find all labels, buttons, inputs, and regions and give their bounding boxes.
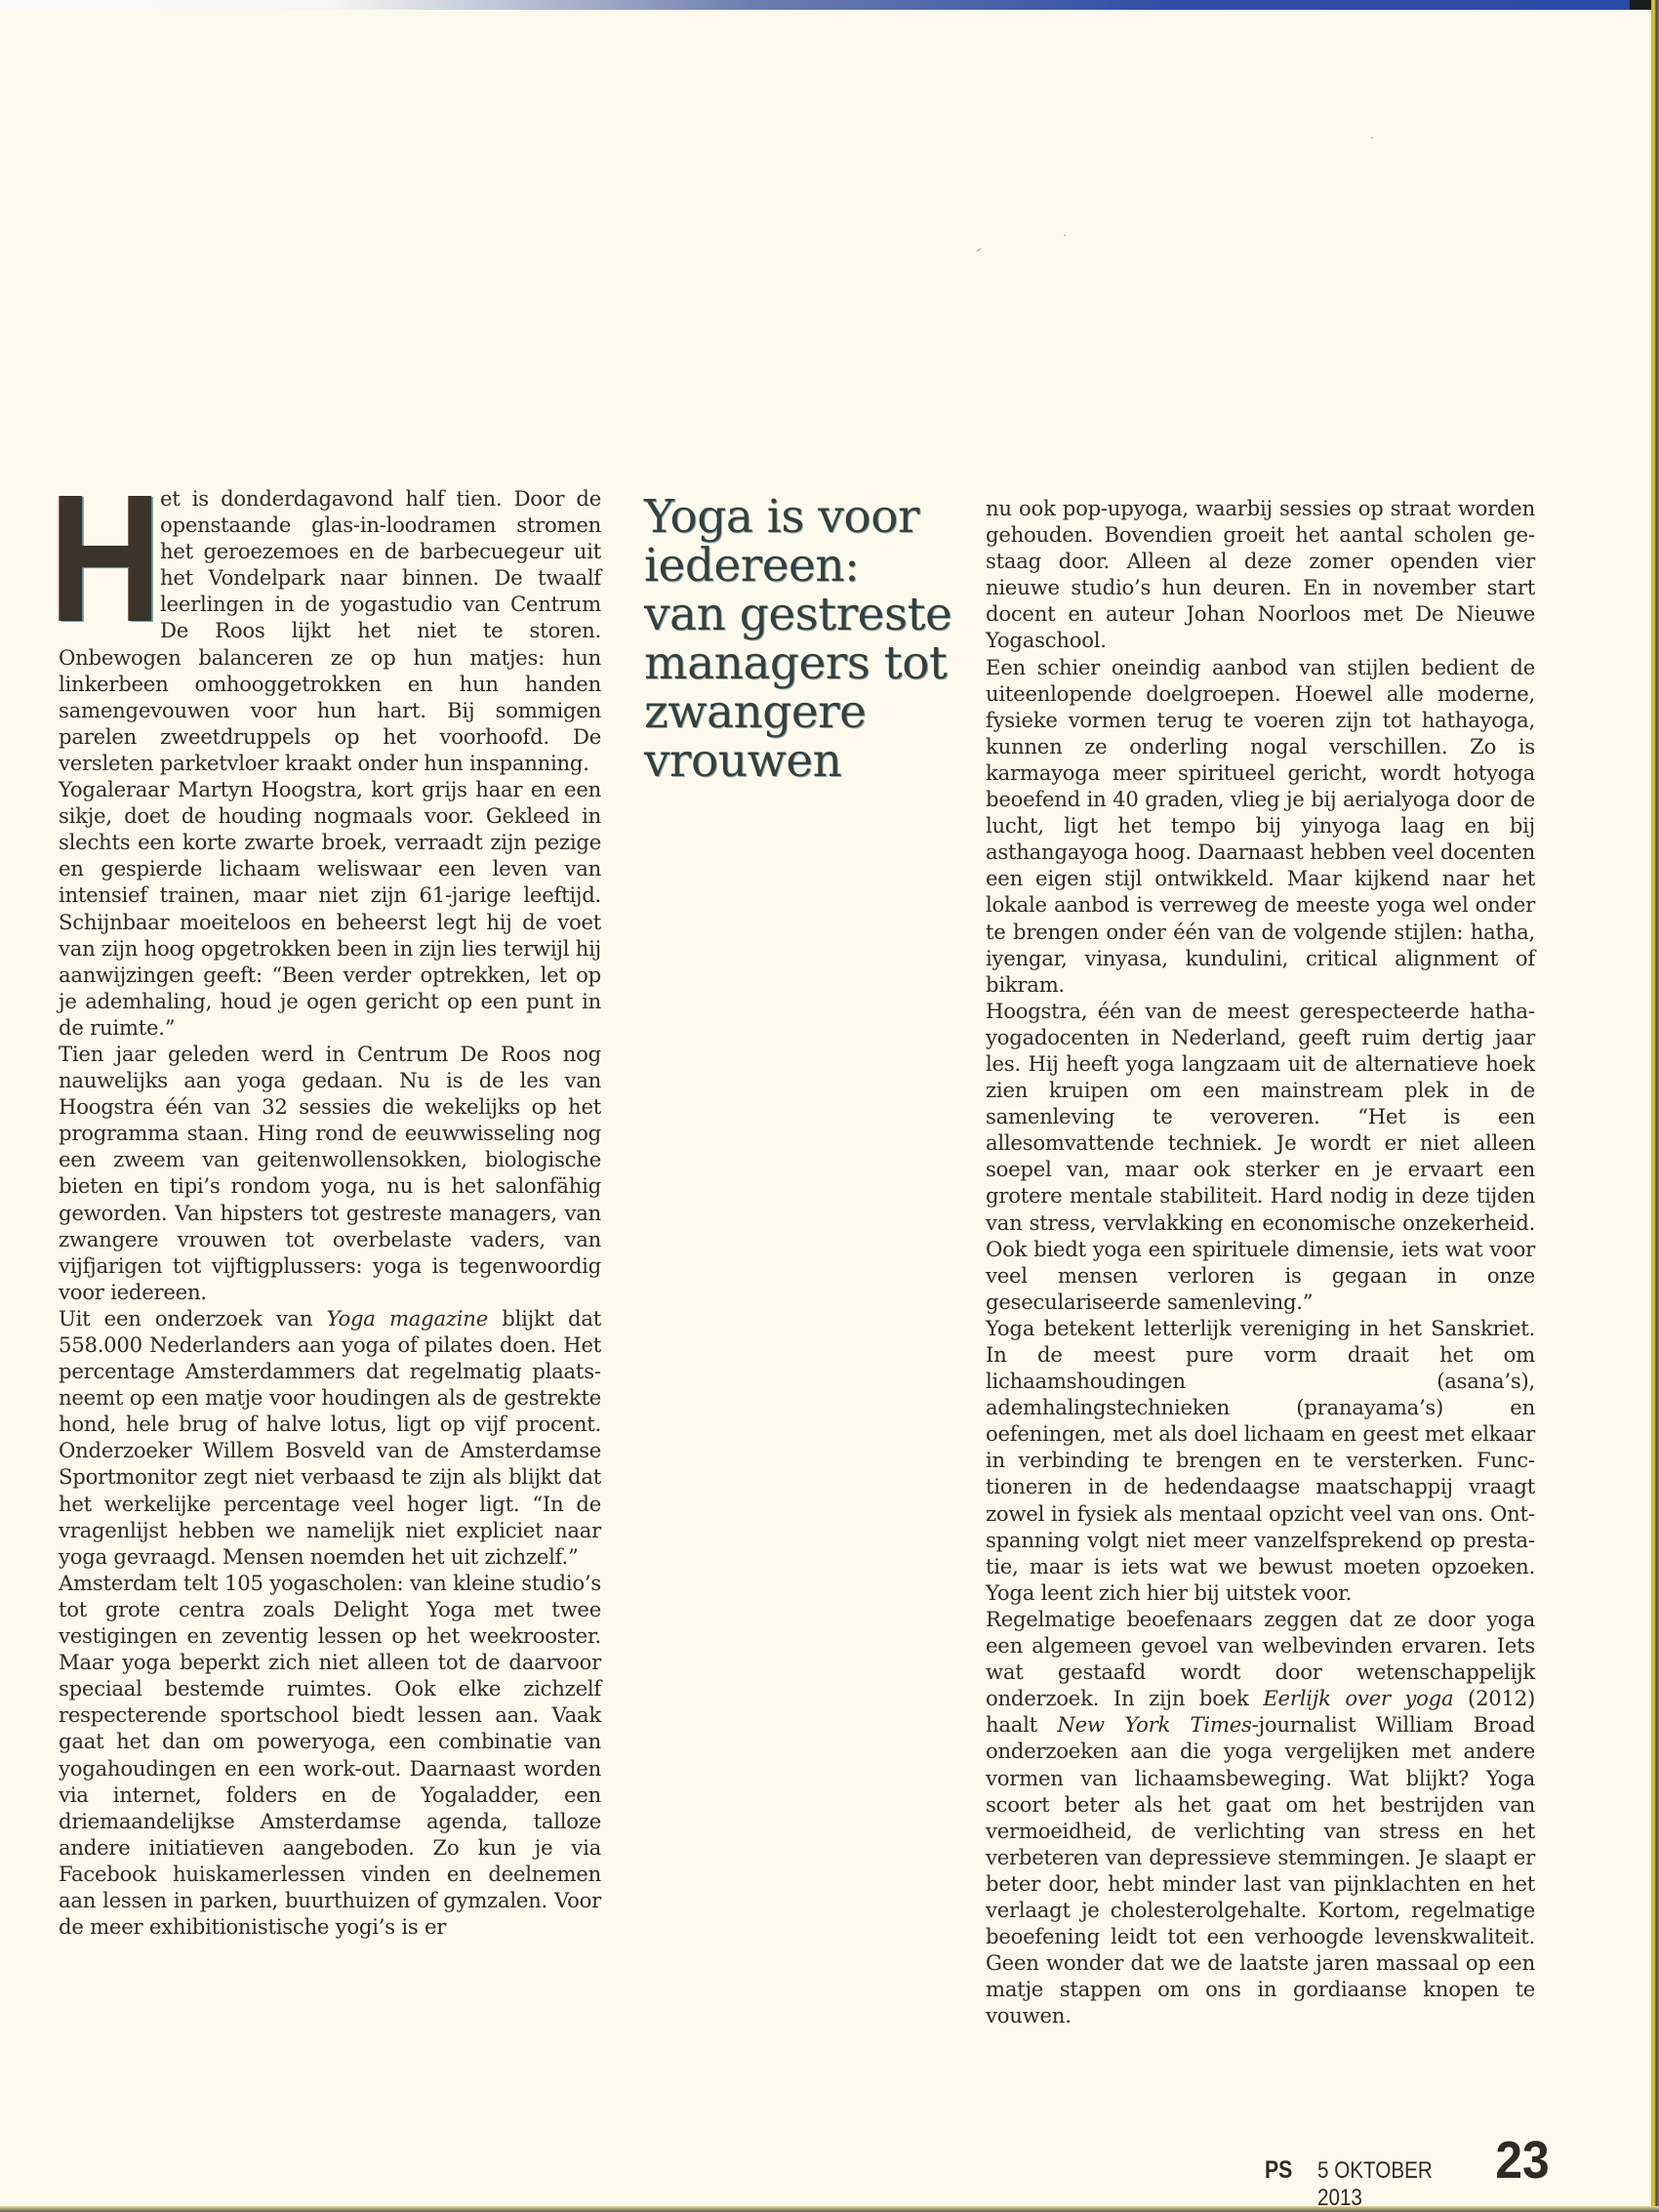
- pull-quote-line: vrouwen: [644, 734, 842, 788]
- pull-quote-line: zwangere: [644, 685, 867, 739]
- paper-speck: [1064, 234, 1066, 236]
- paragraph-styles: Een schier oneindig aanbod van stijlen bedient de uiteenlopende doelgroepen. Hoewel alle moderne, fysieke vormen terug te voeren zijn tot hathayoga, kunnen ze onderling nogal verschillen. Zo is karmayoga meer spiritueel gericht, wordt hotyoga beoefend in 40 graden, vlieg je bij aerialyoga door de lucht, ligt het tempo bij yinyoga laag en bij asthangayoga hoog. Daarnaast hebben veel docenten een eigen stijl ontwikkeld. Maar kijkend naar het lokale aanbod is verreweg de meeste yoga wel onder te brengen onder één van de volgende stijlen: hatha, iyengar, vinyasa, kundulini, critical alignment of bikram.: [986, 654, 1535, 997]
- page-footer: [1265, 2130, 1552, 2211]
- paragraph-intro: et is donderdagavond half tien. Door de openstaande glas-in-loodramen stromen het geroezemoes en de barbecuegeur uit het Vondelpark naar binnen. De twaalf leerlingen in de yogastudio van Centrum De Roos lijkt het niet te storen. Onbewogen balanceren ze op hun matjes: hun linkerbeen omhooggetrokken en hun handen samengevouwen voor hun hart. Bij sommigen parelen zweetdruppels op het voorhoofd. De versleten parketvloer kraakt onder hun inspanning.: [59, 486, 601, 775]
- magazine-title: Yoga magazine: [326, 1305, 488, 1331]
- paragraph-pop-up-yoga: nu ook pop-upyoga, waarbij sessies op straat worden gehouden. Bovendien groeit het aantal scholen gestaag door. Alleen al deze zomer openden vier nieuwe studio’s hun deuren. En in november start docent en auteur Johan Noorloos met De Nieuwe Yogaschool.: [986, 496, 1535, 653]
- newspaper-title: New York Times: [1057, 1712, 1252, 1738]
- paragraph-benefits: Regelmatige beoefenaars zeggen dat ze door yoga een algemeen gevoel van welbevinden ervaren. Iets wat gestaafd wordt door wetenschappelijk onderzoek. In zijn boek Eerlijk over yoga (2012) haalt New York Times-journalist William Broad onderzoeken aan die yoga vergelijken met andere vormen van lichaamsbeweging. Wat blijkt? Yoga scoort beter als het gaat om het bestrijden van vermoeidheid, de verlichting van stress en het verbeteren van depressieve stemmingen. Je slaapt er beter door, hebt minder last van pijnklachten en het verlaagt je cholesterolgehalte. Kortom, regelmatige beoefening leidt tot een verhoogde levenskwaliteit. Geen wonder dat we de laatste jaren massaal op een matje stappen om ons in gordiaanse knopen te vouwen.: [986, 1606, 1536, 2028]
- publication-date: 5 OKTOBER 2013: [1317, 2157, 1433, 2211]
- article-column-right: [986, 495, 1535, 2028]
- paper-speck: [1371, 137, 1373, 139]
- pull-quote-line: Yoga is voor: [644, 490, 919, 544]
- pull-quote-line: iedereen:: [644, 539, 860, 593]
- paragraph-research: Uit een onderzoek van Yoga magazine blijkt dat 558.000 Nederlanders aan yoga of pilates doen. Het percentage Amsterdammers dat regelmatig plaatsneemt op een matje voor houdingen als de gestrekte hond, hele brug of halve lotus, ligt op vijf procent. Onderzoeker Willem Bosveld van de Amsterdamse Sportmonitor zegt niet verbaasd te zijn als blijkt dat het werkelijke percentage veel hoger ligt. “In de vragenlijst hebben we namelijk niet expliciet naar yoga gevraagd. Mensen noemden het uit zichzelf.”: [59, 1305, 602, 1569]
- article-column-left: [49, 458, 602, 1940]
- paragraph-yoga-schools: Amsterdam telt 105 yogascholen: van kleine studio’s tot grote centra zoals Delight Yoga met twee vestigingen en zeventig lessen op het weekrooster. Maar yoga beperkt zich niet alleen tot de daarvoor speciaal bestemde ruimtes. Ook elke zichzelf respecterende sportschool biedt lessen aan. Vaak gaat het dan om poweryoga, een combinatie van yogahoudingen en een work-out. Daarnaast worden via internet, folders en de Yogaladder, een driemaandelijkse Amsterdamse agenda, talloze andere initiatieven aangeboden. Zo kun je via Facebook huiskamerlessen vinden en deelnemen aan lessen in parken, buurthuizen of gymzalen. Voor de meer exhibitionistische yogi’s is er: [59, 1570, 601, 1940]
- top-edge-band: [0, 0, 1659, 10]
- pull-quote-line: van gestreste: [644, 588, 952, 641]
- paragraph-ten-years-ago: Tien jaar geleden werd in Centrum De Roos nog nauwelijks aan yoga gedaan. Nu is de les van Hoogstra één van 32 sessies die wekelijks op het programma staan. Hing rond de eeuwwisseling nog een zweem van geitenwollensokken, biologische bieten en tipi’s rondom yoga, nu is het salonfähig geworden. Van hipsters tot gestreste managers, van zwangere vrouwen tot overbelaste vaders, van vijfjarigen tot vijftigplussers: yoga is tegenwoordig voor iedereen.: [59, 1041, 601, 1304]
- page-spine-edge: [1651, 0, 1659, 2212]
- paragraph-hoogstra-intro: Yogaleraar Martyn Hoogstra, kort grijs haar en een sikje, doet de houding nogmaals voor. Gekleed in slechts een korte zwarte broek, verraadt zijn pezige en gespierde lichaam weliswaar een leven van intensief trainen, maar niet zijn 61-jarige leeftijd. Schijnbaar moeiteloos en beheerst legt hij de voet van zijn hoog opgetrokken been in zijn lies terwijl hij aanwijzingen geeft: “Been verder optrekken, let op je ademhaling, houd je ogen gericht op een punt in de ruimte.”: [59, 777, 601, 1040]
- book-title: Eerlijk over yoga: [1263, 1686, 1454, 1711]
- paragraph-hoogstra-quote: Hoogstra, één van de meest gerespecteerde hathayogadocenten in Nederland, geeft ruim dertig jaar les. Hij heeft yoga langzaam uit de alternatieve hoek zien kruipen om een mainstream plek in de samenleving te veroveren. “Het is een allesomvattende techniek. Je wordt er niet alleen soepel van, maar ook sterker en je ervaart een grotere mentale stabiliteit. Hard nodig in deze tijden van stress, vervlakking en economische onzekerheid. Ook biedt yoga een spirituele dimensie, iets wat voor veel mensen verloren is gegaan in onze geseculariseerde samenleving.”: [986, 998, 1535, 1314]
- pull-quote-line: managers tot: [644, 636, 948, 690]
- publication-brand: PS: [1265, 2156, 1293, 2184]
- drop-cap: H: [49, 458, 162, 660]
- paragraph-sanskrit: Yoga betekent letterlijk vereniging in het Sanskriet. In de meest pure vorm draait het om lichaamshoudingen (asana’s), ademhalingstechnieken (pranayama’s) en oefeningen, met als doel lichaam en geest met elkaar in verbinding te brengen en te versterken. Functioneren in de hedendaagse maatschappij vraagt zowel in fysiek als mentaal opzicht veel van ons. Ontspanning volgt niet meer vanzelfsprekend op prestatie, maar is iets wat we bewust moeten opzoeken. Yoga leent zich hier bij uitstek voor.: [986, 1315, 1535, 1605]
- page-number: 23: [1495, 2131, 1550, 2190]
- pull-quote: [644, 490, 966, 788]
